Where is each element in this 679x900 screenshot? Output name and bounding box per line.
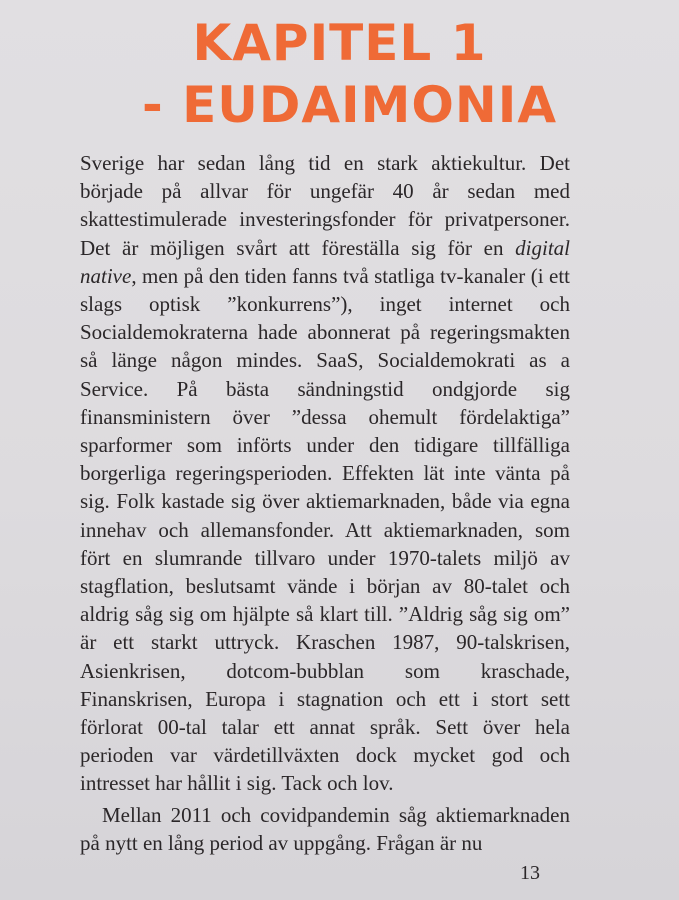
page-number: 13 xyxy=(520,862,540,884)
paragraph-1-emphasis: digital native xyxy=(80,235,570,288)
chapter-title-line-2: - EUDAIMONIA xyxy=(141,76,558,134)
chapter-title xyxy=(0,12,679,136)
paragraph-2: Mellan 2011 och covidpandemin såg aktiemarknaden på nytt en lång period av uppgång. Frågan är nu xyxy=(80,802,570,855)
paragraph-1-part-1: Sverige har sedan lång tid en stark aktiekultur. Det började på allvar för ungefär 40 år sedan med skattestimulerade investeringsfonder för privatpersoner. Det är möjligen svårt att föreställa sig för en xyxy=(80,151,570,260)
paragraph-1 xyxy=(80,149,570,798)
body-text xyxy=(80,149,570,857)
chapter-title-line-1: KAPITEL 1 xyxy=(192,14,487,72)
paragraph-1-part-2: , men på den tiden fanns två statliga tv-kanaler (i ett slags optisk ”konkurrens”), inget internet och Socialdemokraterna hade abonnerat på regeringsmakten så länge någon mindes. SaaS, Socialdemokrati as a Service. På bästa sändningstid ondgjorde sig finansministern över ”dessa ohemult fördelaktiga” sparformer som införts under den tidigare tillfälliga borgerliga regeringsperioden. Effekten lät inte vänta på sig. Folk kastade sig över aktiemarknaden, både via egna innehav och allemansfonder. Att aktiemarknaden, som fört en slumrande tillvaro under 1970-talets miljö av stagflation, beslutsamt vände i början av 80-talet och aldrig såg sig om hjälpte så klart till. ”Aldrig såg sig om” är ett starkt uttryck. Kraschen 1987, 90-talskrisen, Asienkrisen, dotcom-bubblan som kraschade, Finanskrisen, Europa i stagnation och ett i stort sett förlorat 00-tal talar ett annat språk. Sett över hela perioden var värdetillväxten dock mycket god och intresset har hållit i sig. Tack och lov. xyxy=(80,263,570,796)
